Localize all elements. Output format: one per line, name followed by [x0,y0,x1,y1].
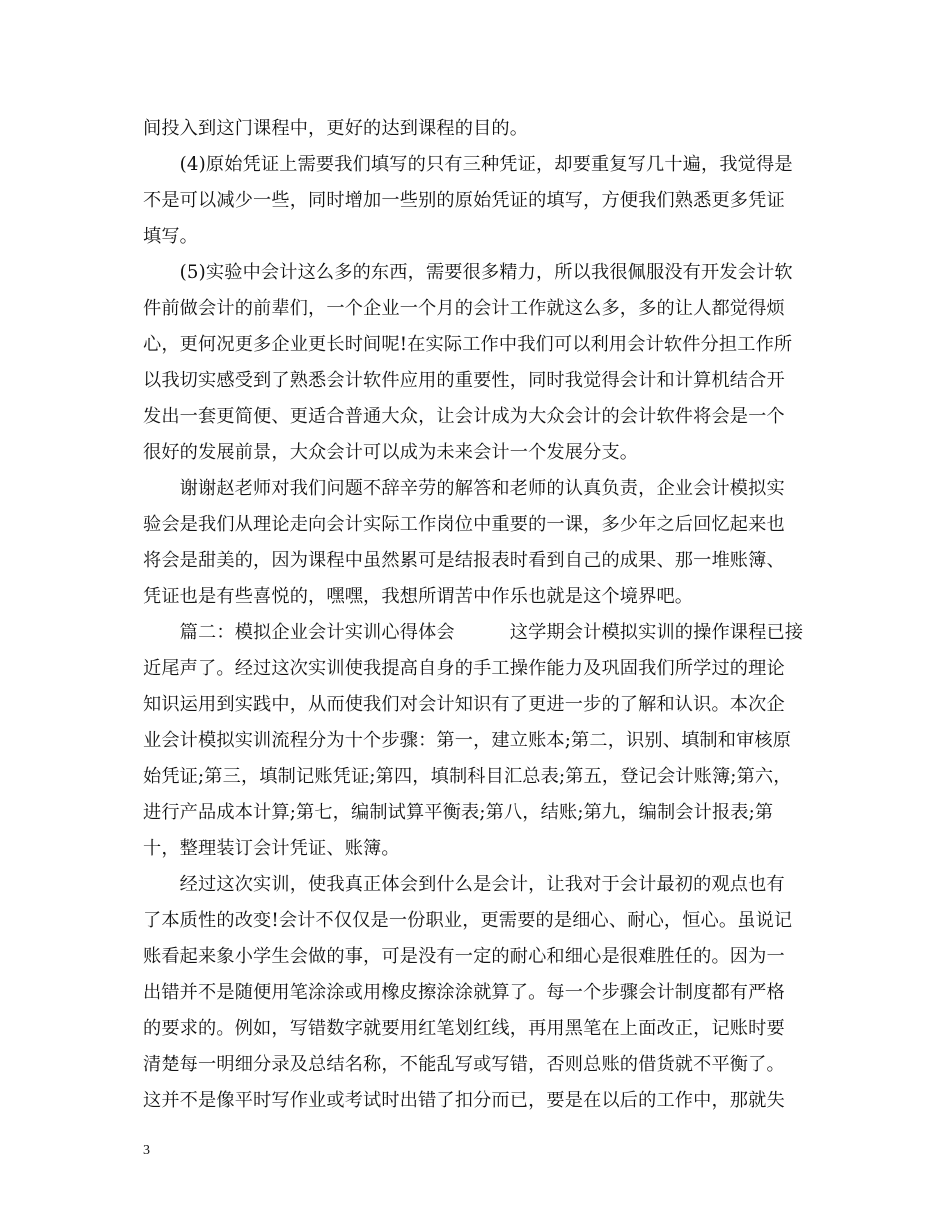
text-line: 这并不是像平时写作业或考试时出错了扣分而已，要是在以后的工作中，那就失 [143,1090,785,1111]
text-line: 业会计模拟实训流程分为十个步骤：第一，建立账本;第二，识别、填制和审核原 [143,730,792,751]
text-line: 谢谢赵老师对我们问题不辞辛劳的解答和老师的认真负责，企业会计模拟实 [143,478,785,499]
text-line: (4)原始凭证上需要我们填写的只有三种凭证，却要重复写几十遍，我觉得是 [143,154,793,175]
text-line: 进行产品成本计算;第七，编制试算平衡表;第八，结账;第九，编制会计报表;第 [143,802,774,823]
text-line: 件前做会计的前辈们，一个企业一个月的会计工作就这么多，多的让人都觉得烦 [143,298,785,319]
text-line: 发出一套更简便、更适合普通大众，让会计成为大众会计的会计软件将会是一个 [143,406,785,427]
text-line: 篇二：模拟企业会计实训心得体会 这学期会计模拟实训的操作课程已接 [143,622,804,643]
text-line: 间投入到这门课程中，更好的达到课程的目的。 [143,118,529,139]
text-line: 验会是我们从理论走向会计实际工作岗位中重要的一课，多少年之后回忆起来也 [143,514,785,535]
text-line: 账看起来象小学生会做的事，可是没有一定的耐心和细心是很难胜任的。因为一 [143,946,785,967]
text-line: 将会是甜美的，因为课程中虽然累可是结报表时看到自己的成果、那一堆账簿、 [143,550,785,571]
text-line: 了本质性的改变!会计不仅仅是一份职业，更需要的是细心、耐心，恒心。虽说记 [143,910,793,931]
text-line: 凭证也是有些喜悦的，嘿嘿，我想所谓苦中作乐也就是这个境界吧。 [143,586,694,607]
text-line: 近尾声了。经过这次实训使我提高自身的手工操作能力及巩固我们所学过的理论 [143,658,785,679]
text-line: 很好的发展前景，大众会计可以成为未来会计一个发展分支。 [143,442,639,463]
text-line: 知识运用到实践中，从而使我们对会计知识有了更进一步的了解和认识。本次企 [143,694,785,715]
text-line: 始凭证;第三，填制记账凭证;第四，填制科目汇总表;第五，登记会计账簿;第六， [143,766,792,787]
page-number: 3 [143,1143,150,1158]
text-line: (5)实验中会计这么多的东西，需要很多精力，所以我很佩服没有开发会计软 [143,262,793,283]
text-line: 经过这次实训，使我真正体会到什么是会计，让我对于会计最初的观点也有 [143,874,785,895]
text-line: 心，更何况更多企业更长时间呢!在实际工作中我们可以利用会计软件分担工作所 [143,334,793,355]
text-line: 十，整理装订会计凭证、账簿。 [143,838,400,859]
text-line: 的要求的。例如，写错数字就要用红笔划红线，再用黑笔在上面改正，记账时要 [143,1018,785,1039]
text-line: 出错并不是随便用笔涂涂或用橡皮擦涂涂就算了。每一个步骤会计制度都有严格 [143,982,785,1003]
text-line: 清楚每一明细分录及总结名称，不能乱写或写错，否则总账的借货就不平衡了。 [143,1054,785,1075]
text-line: 不是可以减少一些，同时增加一些别的原始凭证的填写，方便我们熟悉更多凭证 [143,190,785,211]
text-line: 填写。 [143,226,199,247]
text-line: 以我切实感受到了熟悉会计软件应用的重要性，同时我觉得会计和计算机结合开 [143,370,785,391]
